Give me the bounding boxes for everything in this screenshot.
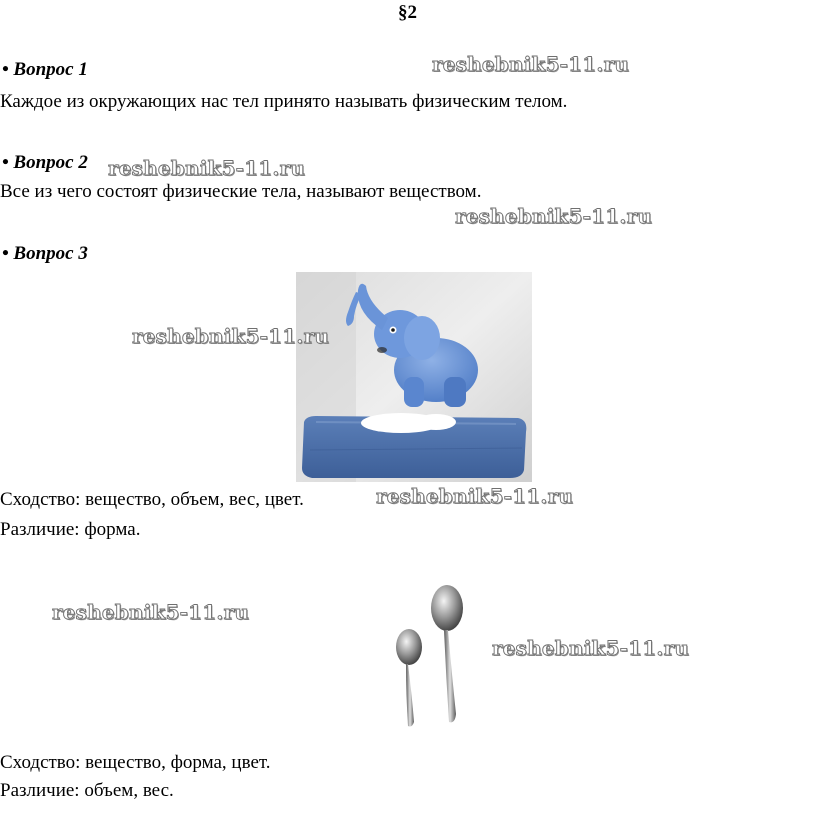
watermark-text: reshebnik5-11.ru: [492, 636, 690, 660]
watermark-text: reshebnik5-11.ru: [132, 324, 330, 348]
bullet: •: [2, 243, 9, 264]
comparison-2-difference: Различие: объем, вес.: [0, 780, 174, 801]
question-3-heading: [2, 243, 88, 265]
question-label: Вопрос 3: [13, 243, 88, 264]
comparison-2-similarity: Сходство: вещество, форма, цвет.: [0, 752, 271, 773]
elephant-figurine-picture: [296, 272, 532, 482]
watermark-text: reshebnik5-11.ru: [376, 484, 574, 508]
bullet: •: [2, 59, 9, 80]
question-label: Вопрос 2: [13, 152, 88, 173]
watermark-text: reshebnik5-11.ru: [432, 52, 630, 76]
spoons-image: [352, 576, 482, 736]
elephant-plasticine-image: [296, 272, 532, 482]
two-spoons-picture: [352, 576, 482, 736]
watermark-text: reshebnik5-11.ru: [52, 600, 250, 624]
question-2-answer: Все из чего состоят физические тела, называют веществом.: [0, 181, 482, 202]
question-1-heading: [2, 59, 88, 81]
comparison-1-difference: Различие: форма.: [0, 519, 141, 540]
watermark-text: reshebnik5-11.ru: [108, 156, 306, 180]
watermark-text: reshebnik5-11.ru: [455, 204, 653, 228]
section-title: §2: [398, 2, 417, 23]
question-label: Вопрос 1: [13, 59, 88, 80]
question-1-answer: Каждое из окружающих нас тел принято называть физическим телом.: [0, 91, 568, 112]
question-2-heading: [2, 152, 88, 174]
bullet: •: [2, 152, 9, 173]
comparison-1-similarity: Сходство: вещество, объем, вес, цвет.: [0, 489, 304, 510]
